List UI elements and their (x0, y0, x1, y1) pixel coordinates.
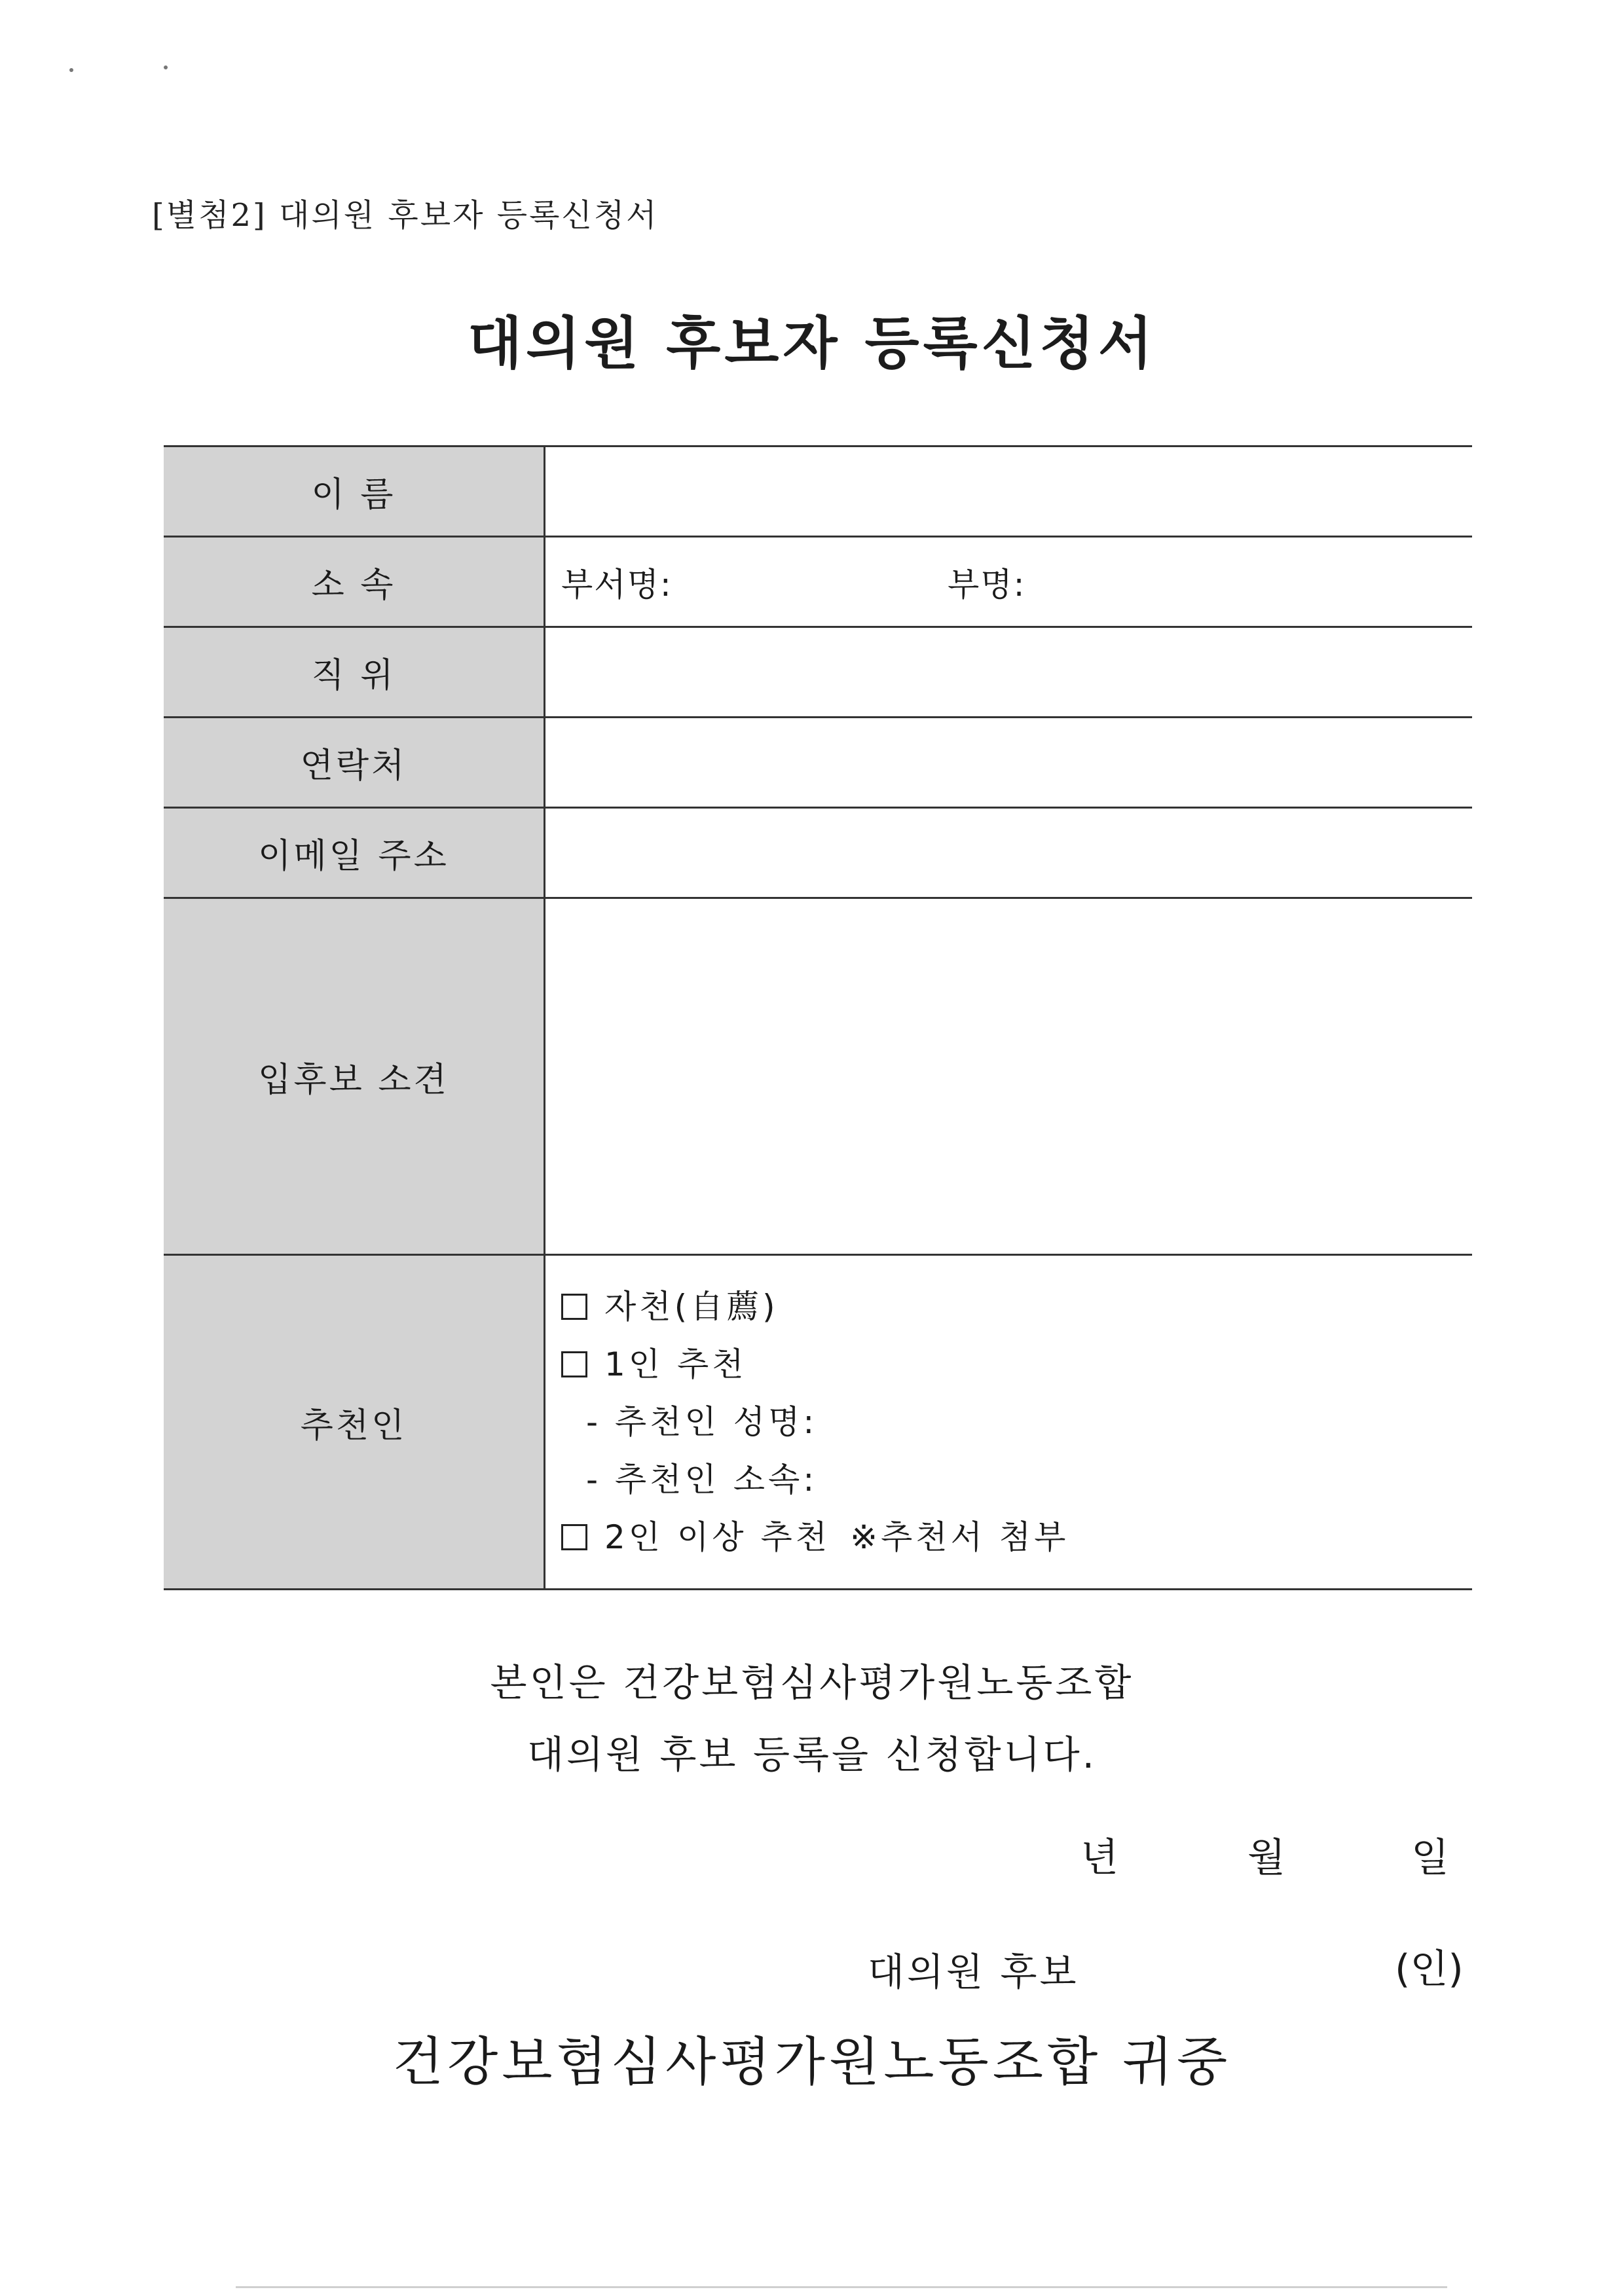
date-year-label: 년 (1080, 1835, 1118, 1881)
statement-line-1: 본인은 건강보험심사평가원노동조합 (490, 1660, 1134, 1705)
recommender-label: 추천인 (164, 1255, 545, 1590)
recipient-line: 건강보험심사평가원노동조합 귀중 (392, 2032, 1232, 2092)
opinion-row (164, 898, 1472, 1255)
application-statement (0, 1647, 1624, 1791)
opinion-field[interactable] (545, 898, 1473, 1255)
one-person-recommend-checkbox[interactable] (561, 1351, 587, 1377)
one-person-recommend-label: 1인 추천 (604, 1345, 747, 1383)
division-name-label: 부명: (948, 565, 1026, 604)
statement-line-2: 대의원 후보 등록을 신청합니다. (526, 1732, 1098, 1777)
recommender-name-label: - 추천인 성명: (586, 1403, 818, 1441)
scan-speck (164, 65, 168, 69)
title-word: 대의원 (468, 311, 643, 376)
recommender-option-list (561, 1278, 1472, 1566)
attachment-note: ※추천서 첨부 (850, 1518, 1069, 1556)
name-label: 이 름 (164, 446, 545, 537)
recommender-row (164, 1255, 1472, 1590)
email-row (164, 808, 1472, 898)
one-person-recommend-option (561, 1336, 1472, 1393)
date-day-label: 일 (1411, 1835, 1449, 1881)
multi-recommend-label: 2인 이상 추천 (604, 1518, 831, 1556)
multi-recommend-option (561, 1508, 1472, 1566)
scan-edge-line (236, 2286, 1447, 2288)
position-row (164, 627, 1472, 718)
contact-field[interactable] (545, 718, 1473, 808)
opinion-label: 입후보 소견 (164, 898, 545, 1255)
email-label: 이메일 주소 (164, 808, 545, 898)
annex-label: [별첨2] 대의원 후보자 등록신청서 (152, 197, 659, 234)
self-recommend-option (561, 1278, 1472, 1336)
name-row (164, 446, 1472, 537)
scan-speck (69, 68, 73, 72)
position-field[interactable] (545, 627, 1473, 718)
seal-mark: (인) (1395, 1946, 1464, 1992)
multi-recommend-checkbox[interactable] (561, 1524, 587, 1550)
affiliation-label: 소 속 (164, 537, 545, 627)
title-word: 등록신청서 (864, 311, 1156, 376)
candidate-signature-label: 대의원 후보 (868, 1950, 1079, 1994)
position-label: 직 위 (164, 627, 545, 718)
title-word: 후보자 (666, 311, 841, 376)
self-recommend-label: 자천(自薦) (604, 1288, 779, 1326)
recommender-affiliation-label: - 추천인 소속: (586, 1461, 818, 1499)
affiliation-row (164, 537, 1472, 627)
name-field[interactable] (545, 446, 1473, 537)
contact-row (164, 718, 1472, 808)
document-title (0, 298, 1624, 379)
contact-label: 연락처 (164, 718, 545, 808)
registration-form-table (164, 445, 1472, 1590)
self-recommend-checkbox[interactable] (561, 1294, 587, 1320)
date-month-label: 월 (1247, 1835, 1285, 1881)
recommender-options (545, 1255, 1473, 1590)
affiliation-field[interactable] (545, 537, 1473, 627)
email-field[interactable] (545, 808, 1473, 898)
department-name-label: 부서명: (561, 565, 673, 604)
recommender-name-line[interactable] (561, 1393, 1472, 1451)
recommender-affiliation-line[interactable] (561, 1451, 1472, 1508)
